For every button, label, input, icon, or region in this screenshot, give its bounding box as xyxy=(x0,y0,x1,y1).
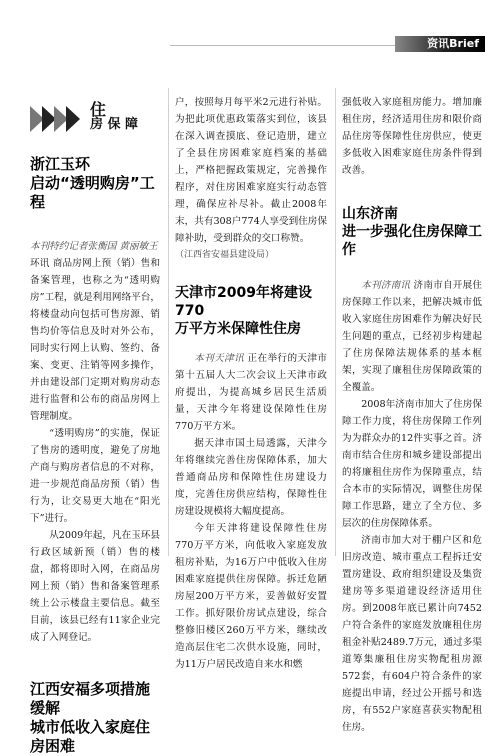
article2-source: （江西省安福县建设局） xyxy=(175,250,275,260)
article4-author: 本刊济南讯 xyxy=(361,280,411,291)
article1-paragraph: “透明购房”的实施，保证了售房的透明度，避免了房地产商与购房者信息的不对称，进一步规范商品房预（销）售行为，让交易更大地在“阳光下”进行。 xyxy=(30,428,160,524)
article4-paragraph: 济南市自开展住房保障工作以来，把解决城市低收入家庭住房困难作为解决好民生问题的重点，已经初步构建起了住房保障法规体系的基本框架，实现了廉租住房保障政策的全覆盖。 xyxy=(342,280,482,393)
section-label-line2: 房 保 障 xyxy=(90,117,139,132)
article3-paragraph: 今年天津将建设保障性住房770万平方米，向低收入家庭发放租房补贴，为16万户中低收入住房困难家庭提供住房保障。拆迁危陋房屋200万平方米，妥善做好安置工作。抓好限价房试点建设，综合整修旧楼区260万平方米，继续改造高层住宅二次供水设施，同时，为11万户居民改造自来水和燃 xyxy=(175,523,327,670)
article2-paragraph: 户，按照每月每平米2元进行补贴。为把此项优惠政策落实到位，该县在深入调查摸底、登记造册，建立了全县住房困难家庭档案的基础上，严格把握政策规定，完善操作程序，对住房困难家庭实行动态管理，确保应补尽补。截止2008年末，共有308户774人享受到住房保障补助，受到群众的交口称赞。 xyxy=(175,97,327,244)
article4-title-line2: 进一步强化住房保障工作 xyxy=(342,224,482,258)
column-2 xyxy=(175,94,327,673)
column-3 xyxy=(342,94,482,736)
article4-paragraph: 2008年济南市加大了住房保障工作力度，将住房保障工作列为为群众办的12件实事之首。济南市结合住房和城乡建设部提出的将廉租住房作为保障重点，结合本市的实际情况，调整住房保障工作思路，建立了全方位、多层次的住房保障体系。 xyxy=(342,399,482,529)
article1-author: 本刊特约记者张衡国 黄丽敏王 xyxy=(30,241,158,252)
brief-header-band xyxy=(395,36,485,52)
article2-title-line2: 城市低收入家庭住房困难 xyxy=(30,718,151,755)
article1-paragraph: 环讯 商品房网上预（销）售和备案管理，也称之为“透明购房”工程，就是利用网络平台，将楼盘动向包括可售房源、销售均价等信息及时对外公布，同时实行网上认购、签约、备案、变更、注销等网多操作，并由建设部门定期对购房动态进行监督和公布的商品房网上管理制度。 xyxy=(30,258,160,422)
header-rule xyxy=(170,45,395,46)
article4-title-line1: 山东济南 xyxy=(342,206,398,222)
brief-badge: 资讯Brief xyxy=(427,37,479,50)
article1-title-line2: 启动“透明购房”工程 xyxy=(30,174,155,211)
column-1 xyxy=(30,155,160,756)
article3-author: 本刊天津讯 xyxy=(194,353,245,364)
article3-paragraph: 强低收入家庭租房能力。增加廉租住房，经济适用住房和限价商品住房等保障性住房供应，使更多低收入困难家庭住房条件得到改善。 xyxy=(342,97,482,176)
article1-paragraph: 从2009年起，凡在玉环县行政区域新预（销）售的楼盘，都将即时入网，在商品房网上预（销）售和备案管理系统上公示楼盘主要信息。截至目前，该县已经有11家企业完成了入网登记。 xyxy=(30,530,160,643)
section-label-line1: 住 xyxy=(90,100,107,119)
article1-title-line1: 浙江玉环 xyxy=(30,155,91,173)
article3-title-line2: 万平方米保障性住房 xyxy=(175,321,301,337)
article3-paragraph: 正在举行的天津市第十五届人大二次会议上天津市政府提出，为提高城乡居民生活质量，天津今年将建设保障性住房770万平方米。 xyxy=(175,353,327,432)
article2-title-line1: 江西安福多项措施缓解 xyxy=(30,680,151,717)
article3-title-line1: 天津市2009年将建设770 xyxy=(175,285,312,319)
article3-paragraph: 据天津市国土局透露，天津今年将继续完善住房保障体系，加大普通商品房和保障性住房建设力度，完善住房供应结构，保障性住房建设规模将大幅度提高。 xyxy=(175,438,327,517)
article4-paragraph: 济南市加大对于棚户区和危旧房改造、城市重点工程拆迁安置房建设、政府组织建设及集资建房等多渠道建设经济适用住房。到2008年底已累计向7452户符合条件的家庭发放廉租住房租金补贴2489.7万元，通过多渠道筹集廉租住房实物配租房源572套，有604户符合条件的家庭提出申请，经过公开摇号和选房，有552户家庭喜获实物配租住房。 xyxy=(342,535,482,733)
column-divider-1 xyxy=(168,88,169,556)
column-divider-2 xyxy=(335,88,336,556)
section-label xyxy=(30,100,170,140)
